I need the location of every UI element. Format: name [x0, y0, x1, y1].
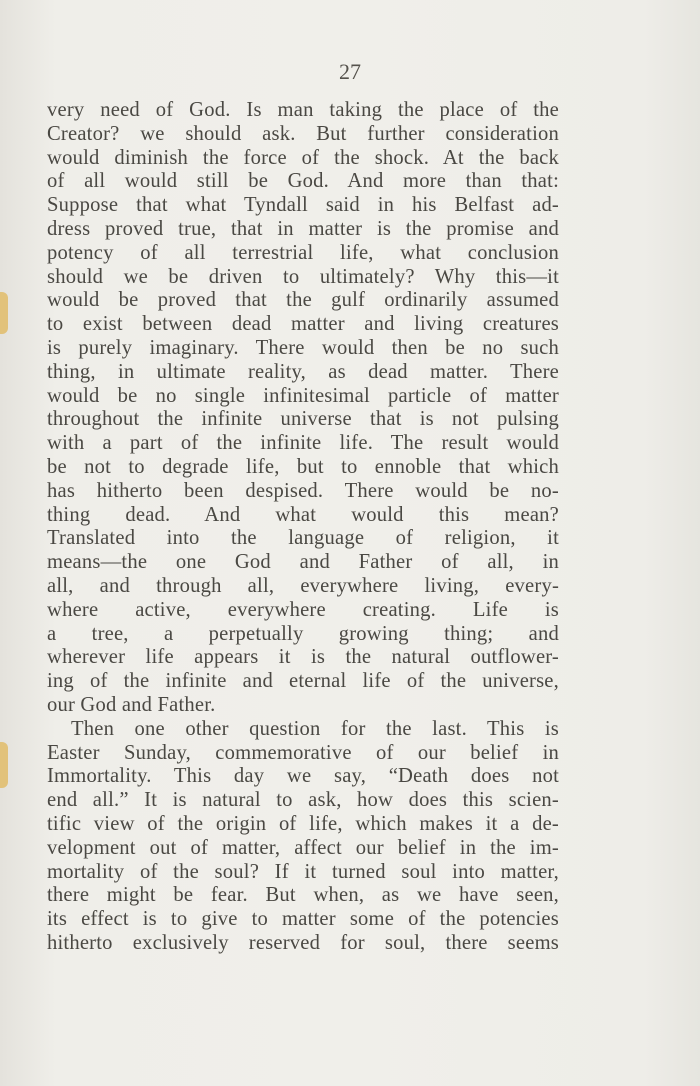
- text-line: would be proved that the gulf ordinarily assumed: [47, 289, 559, 312]
- text-line: Easter Sunday, commemorative of our belief in: [47, 741, 559, 764]
- text-line: would diminish the force of the shock. At the back: [47, 146, 559, 169]
- text-line: of all would still be God. And more than that:: [47, 170, 559, 193]
- text-line: where active, everywhere creating. Life is: [47, 598, 559, 621]
- text-line: tific view of the origin of life, which makes it a de-: [47, 812, 559, 835]
- text-line: mortality of the soul? If it turned soul into matter,: [47, 860, 559, 883]
- text-line: hitherto exclusively reserved for soul, there seems: [47, 931, 559, 954]
- text-line: there might be fear. But when, as we have seen,: [47, 884, 559, 907]
- page-edge-tab: [0, 742, 8, 788]
- body-text: [47, 99, 559, 956]
- text-line: Then one other question for the last. This is: [71, 717, 559, 740]
- text-line: very need of God. Is man taking the place of the: [47, 99, 559, 121]
- text-line: its effect is to give to matter some of the potencies: [47, 908, 559, 931]
- text-line: dress proved true, that in matter is the promise and: [47, 217, 559, 240]
- text-line: throughout the infinite universe that is not pulsing: [47, 408, 559, 431]
- text-line: Translated into the language of religion, it: [47, 527, 559, 550]
- text-line: thing, in ultimate reality, as dead matter. There: [47, 360, 559, 383]
- text-line: Creator? we should ask. But further consideration: [47, 122, 559, 145]
- text-line: has hitherto been despised. There would be no-: [47, 479, 559, 502]
- page-edge-tab: [0, 292, 8, 334]
- text-line: means—the one God and Father of all, in: [47, 551, 559, 574]
- text-line: is purely imaginary. There would then be no such: [47, 336, 559, 359]
- text-line: ing of the infinite and eternal life of the universe,: [47, 670, 559, 693]
- text-line: with a part of the infinite life. The result would: [47, 432, 559, 455]
- text-line: potency of all terrestrial life, what conclusion: [47, 241, 559, 264]
- text-line: be not to degrade life, but to ennoble that which: [47, 455, 559, 478]
- text-line: a tree, a perpetually growing thing; and: [47, 622, 559, 645]
- page-number: 27: [339, 59, 361, 84]
- text-line: would be no single infinitesimal particle of matter: [47, 384, 559, 407]
- text-line: Suppose that what Tyndall said in his Belfast ad-: [47, 194, 559, 217]
- text-line: should we be driven to ultimately? Why this—it: [47, 265, 559, 288]
- text-line: our God and Father.: [47, 693, 216, 716]
- text-line: velopment out of matter, affect our belief in the im-: [47, 836, 559, 859]
- text-line: to exist between dead matter and living creatures: [47, 313, 559, 336]
- text-line: wherever life appears it is the natural outflower-: [47, 646, 559, 669]
- text-line: all, and through all, everywhere living, every-: [47, 574, 559, 597]
- text-line: end all.” It is natural to ask, how does this scien-: [47, 789, 559, 812]
- text-line: Immortality. This day we say, “Death does not: [47, 765, 559, 788]
- text-line: thing dead. And what would this mean?: [47, 503, 559, 526]
